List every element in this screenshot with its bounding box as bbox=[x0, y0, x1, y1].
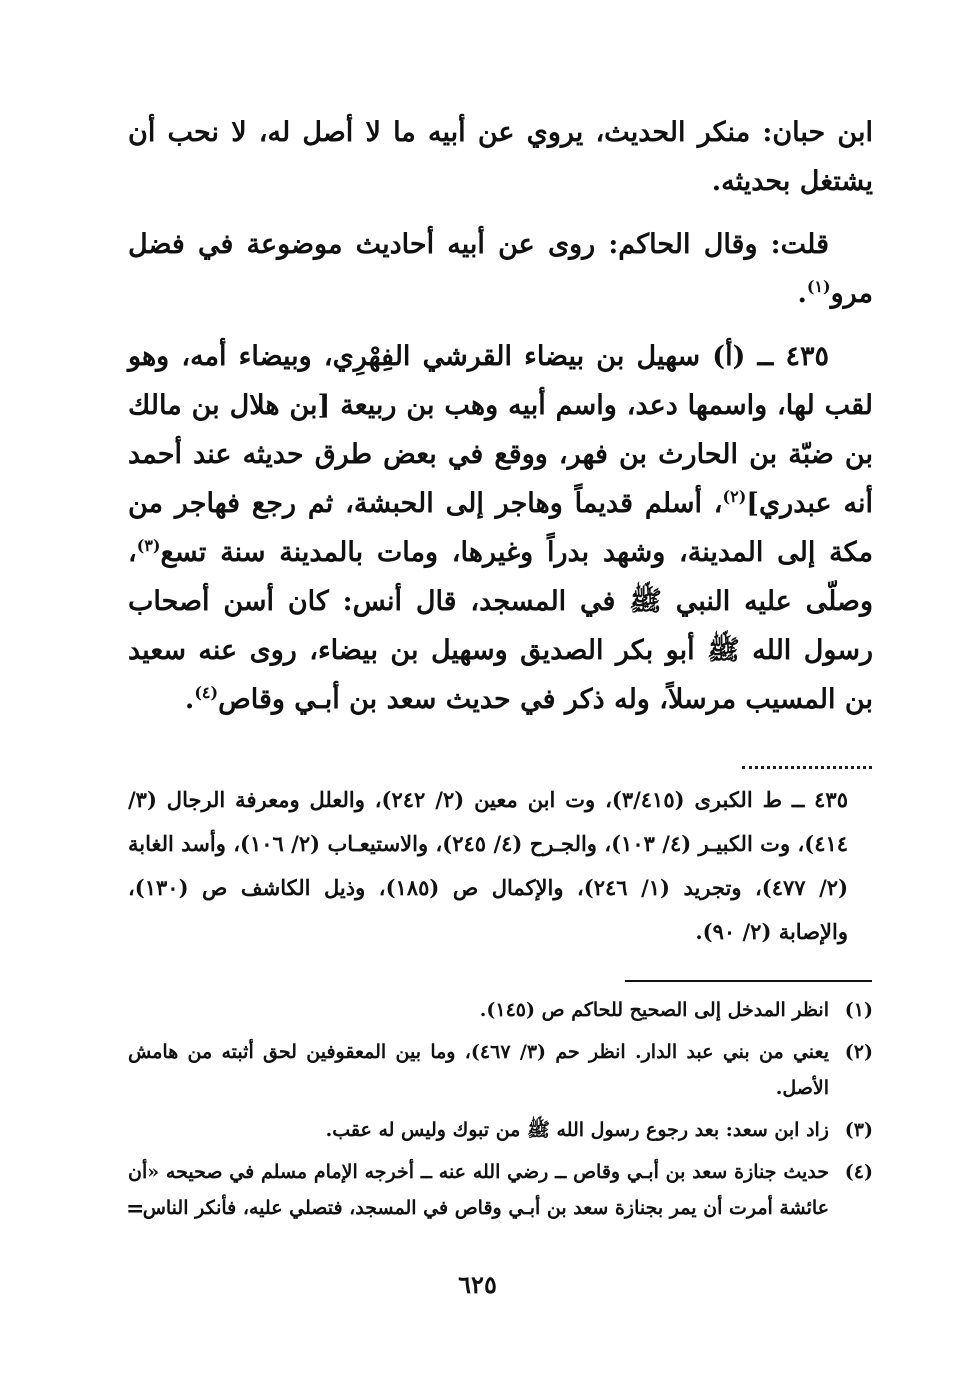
paragraph-text: قلت: وقال الحاكم: روى عن أبيه أحاديث موضوعة في فضل مرو bbox=[128, 229, 873, 309]
period: . bbox=[184, 684, 195, 715]
paragraph-ibn-hibban bbox=[128, 108, 873, 206]
sources-block bbox=[128, 778, 848, 954]
paragraph-hakim bbox=[128, 220, 873, 318]
sources-text: ٤٣٥ ــ ط الكبرى (٣/٤١٥)، وت ابن معين (٢/ ٢٤٢)، والعلل ومعرفة الرجال (٣/ ٤١٤)، وت الكبيـر (٤/ ١٠٣)، والجـرح (٤/ ٢٤٥)، والاستيعـاب (٢/ ١٠٦)، وأسد الغابة (٢/ ٤٧٧)، وتجريد (١/ ٢٤٦)، والإكمال ص (١٨٥)، وذيل الكاشف ص (١٣٠)، والإصابة (٢/ ٩٠). bbox=[128, 787, 849, 944]
period: . bbox=[797, 278, 807, 309]
paragraph-entry-435 bbox=[128, 332, 873, 724]
footnote-text: انظر المدخل إلى الصحيح للحاكم ص (١٤٥). bbox=[479, 999, 829, 1021]
footnote-text: يعني من بني عبد الدار. انظر حم (٣/ ٤٦٧)، وما بين المعقوفين لحق أثبته من هامش الأصل. bbox=[128, 1041, 829, 1099]
main-text bbox=[128, 108, 873, 738]
footnote-number: (٢) bbox=[844, 1041, 873, 1063]
footnote-ref-2: (٢) bbox=[722, 487, 747, 506]
footnote-text: زاد ابن سعد: بعد رجوع رسول الله ﷺ من تبوك وليس له عقب. bbox=[325, 1119, 829, 1141]
footnote-item bbox=[128, 1112, 873, 1148]
footnote-ref-1: (١) bbox=[806, 277, 831, 296]
footnote-rule bbox=[625, 980, 872, 982]
footnote-number: (٣) bbox=[844, 1119, 873, 1141]
footnote-item bbox=[128, 992, 873, 1028]
footnote-ref-4: (٤) bbox=[194, 683, 219, 702]
footnote-text: حديث جنازة سعد بن أبـي وقاص ــ رضي الله عنه ــ أخرجه الإمام مسلم في صحيحه «أن عائشة أمرت أن يمر بجنازة سعد بن أبـي وقاص في المسجد، فتصلي عليه، فأنكر الناس bbox=[128, 1161, 829, 1219]
footnote-ref-3: (٣) bbox=[136, 536, 161, 555]
paragraph-text: ، وصلّى عليه النبي ﷺ في المسجد، قال أنس: كان أسن أصحاب رسول الله ﷺ أبو بكر الصديق وسهيل بن بيضاء، روى عنه سعيد بن المسيب مرسلاً، وله ذكر في حديث سعد بن أبـي وقاص bbox=[128, 537, 873, 715]
footnote-item bbox=[128, 1154, 873, 1226]
continuation-mark: = bbox=[126, 1196, 145, 1222]
footnote-number: (١) bbox=[844, 999, 873, 1021]
paragraph-text: ، أسلم قديماً وهاجر إلى الحبشة، ثم رجع فهاجر من مكة إلى المدينة، وشهد بدراً وغيرها، ومات بالمدينة سنة تسع bbox=[128, 488, 873, 568]
paragraph-text: ٤٣٥ ــ (أ) سهيل بن بيضاء القرشي الفِهْرِي، وبيضاء أمه، وهو لقب لها، واسمها دعد، واسم أبيه وهب بن ربيعة [بن هلال بن مالك بن ضبّة بن الحارث بن فهر، ووقع في بعض طرق حديثه عند أحمد أنه عبدري] bbox=[128, 341, 873, 519]
dotted-separator bbox=[742, 752, 872, 769]
footnotes bbox=[128, 992, 873, 1232]
paragraph-text: ابن حبان: منكر الحديث، يروي عن أبيه ما لا أصل له، لا نحب أن يشتغل بحديثه. bbox=[128, 117, 873, 197]
footnote-item bbox=[128, 1034, 873, 1106]
page-number: ٦٢٥ bbox=[458, 1270, 497, 1299]
footnote-number: (٤) bbox=[844, 1161, 873, 1183]
